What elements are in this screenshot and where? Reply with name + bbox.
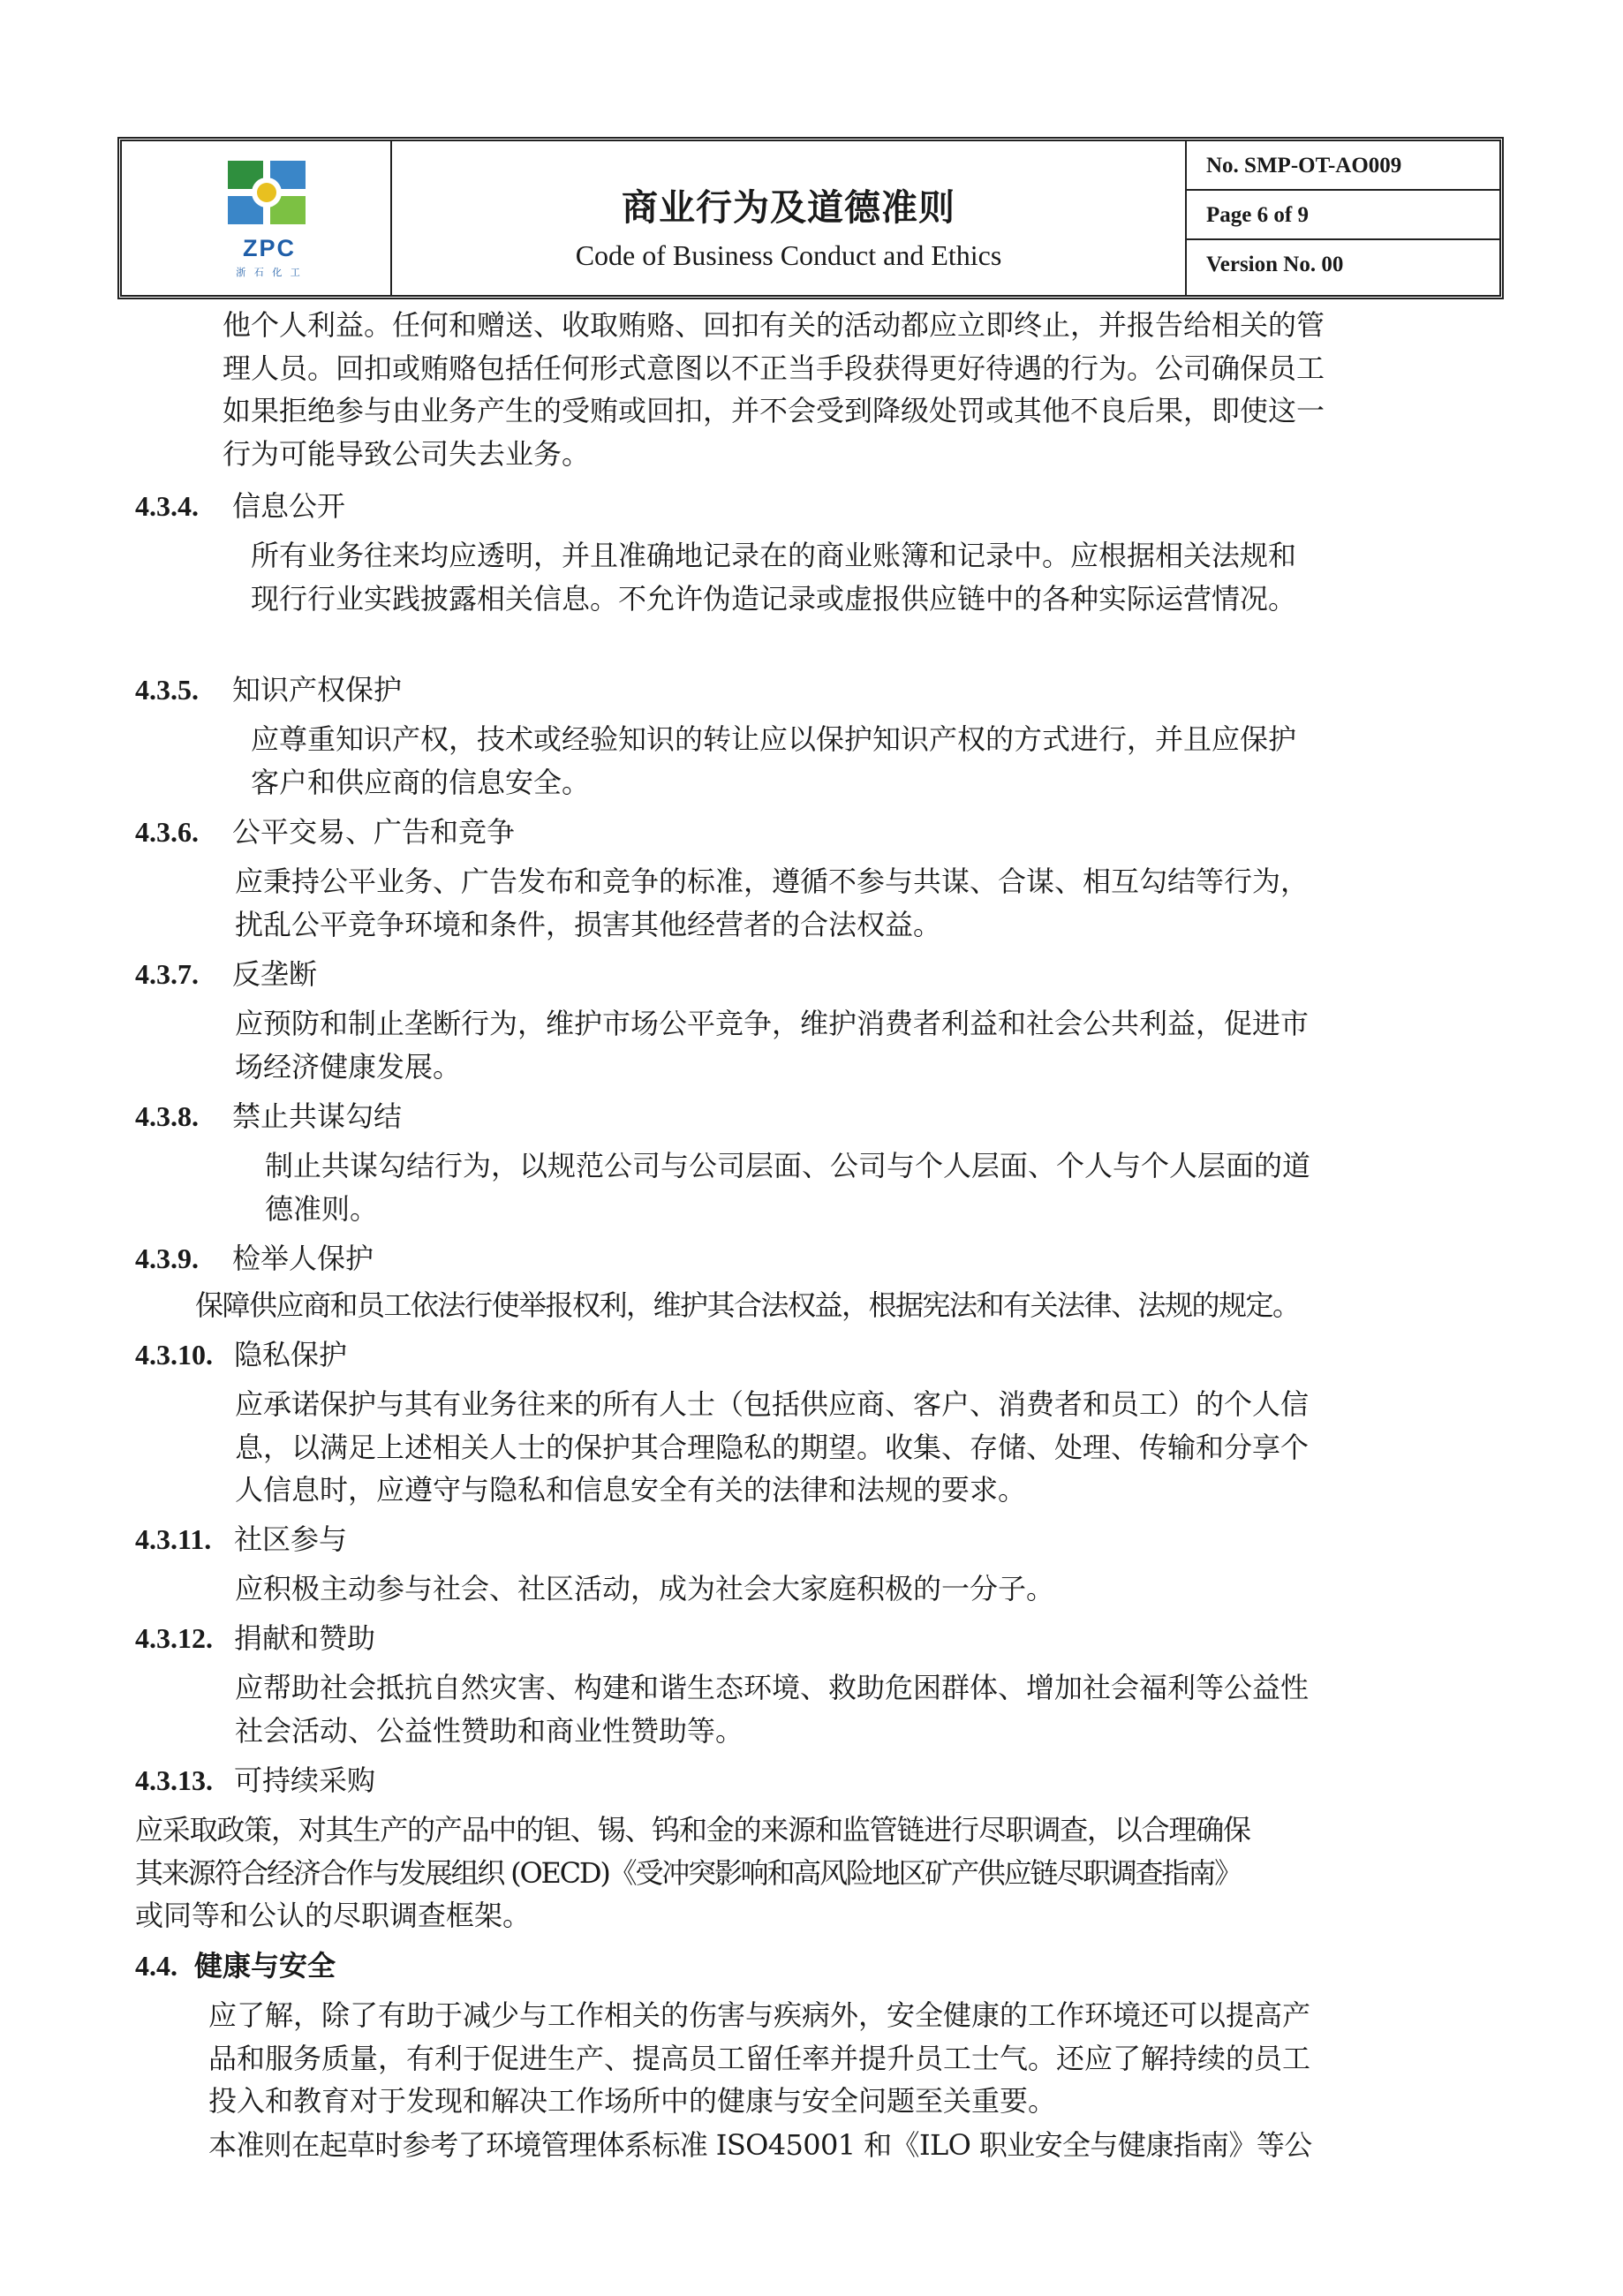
paragraph-line: 行为可能导致公司失去业务。 — [223, 437, 591, 471]
section-number: 4.4. — [135, 1950, 177, 1982]
section-number: 4.3.5. — [135, 674, 199, 706]
paragraph-line: 其来源符合经济合作与发展组织 (OECD)《受冲突影响和高风险地区矿产供应链尽职调查指南》 — [135, 1856, 1241, 1890]
section-number: 4.3.4. — [135, 490, 199, 522]
section-number: 4.3.7. — [135, 958, 199, 990]
paragraph-line: 他个人利益。任何和赠送、收取贿赂、回扣有关的活动都应立即终止，并报告给相关的管 — [223, 308, 1325, 342]
paragraph-line: 现行行业实践披露相关信息。不允许伪造记录或虚报供应链中的各种实际运营情况。 — [251, 582, 1297, 616]
document-number: No. SMP-OT-AO009 — [1187, 141, 1499, 191]
paragraph-line: 应采取政策，对其生产的产品中的钽、锡、钨和金的来源和监管链进行尽职调查，以合理确保 — [135, 1813, 1250, 1847]
section-title: 禁止共谋勾结 — [232, 1099, 403, 1133]
document-header — [117, 137, 1504, 299]
section-number: 4.3.11. — [135, 1523, 212, 1555]
section-number: 4.3.13. — [135, 1764, 213, 1796]
section-title: 可持续采购 — [234, 1764, 376, 1797]
paragraph-line: 如果拒绝参与由业务产生的受贿或回扣，并不会受到降级处罚或其他不良后果，即使这一 — [223, 394, 1325, 427]
paragraph-line: 扰乱公平竞争环境和条件，损害其他经营者的合法权益。 — [235, 908, 942, 941]
section-number: 4.3.8. — [135, 1100, 199, 1132]
paragraph-line: 应了解，除了有助于减少与工作相关的伤害与疾病外，安全健康的工作环境还可以提高产 — [208, 1998, 1311, 2032]
logo-cell — [122, 141, 392, 295]
page-number: Page 6 of 9 — [1187, 191, 1499, 240]
paragraph-line: 德准则。 — [265, 1192, 379, 1226]
paragraph-line: 息，以满足上述相关人士的保护其合理隐私的期望。收集、存储、处理、传输和分享个 — [235, 1431, 1310, 1464]
paragraph-line: 应承诺保护与其有业务往来的所有人士（包括供应商、客户、消费者和员工）的个人信 — [235, 1387, 1310, 1421]
paragraph-line: 或同等和公认的尽职调查框架。 — [135, 1899, 532, 1932]
document-title-cn: 商业行为及道德准则 — [622, 186, 955, 229]
section-title: 信息公开 — [232, 489, 346, 523]
logo-subtitle: 浙 石 化 工 — [236, 267, 303, 278]
section-title: 知识产权保护 — [232, 673, 403, 706]
paragraph-line: 应预防和制止垄断行为，维护市场公平竞争，维护消费者利益和社会公共利益，促进市 — [235, 1007, 1310, 1040]
paragraph-line: 场经济健康发展。 — [235, 1050, 462, 1084]
section-number: 4.3.10. — [135, 1339, 213, 1371]
paragraph-line: 应帮助社会抵抗自然灾害、构建和谐生态环境、救助危困群体、增加社会福利等公益性 — [235, 1671, 1310, 1704]
section-title: 反垄断 — [232, 957, 318, 991]
paragraph-line: 人信息时，应遵守与隐私和信息安全有关的法律和法规的要求。 — [235, 1473, 1027, 1507]
section-number: 4.3.12. — [135, 1622, 213, 1654]
paragraph-line: 投入和教育对于发现和解决工作场所中的健康与安全问题至关重要。 — [208, 2084, 1057, 2118]
document-title-en: Code of Business Conduct and Ethics — [575, 239, 1002, 271]
section-number: 4.3.6. — [135, 816, 199, 848]
paragraph-line: 社会活动、公益性赞助和商业性赞助等。 — [235, 1714, 744, 1748]
paragraph-line: 所有业务往来均应透明，并且准确地记录在的商业账簿和记录中。应根据相关法规和 — [251, 539, 1297, 572]
section-title: 公平交易、广告和竞争 — [232, 815, 516, 849]
paragraph-line: 理人员。回扣或贿赂包括任何形式意图以不正当手段获得更好待遇的行为。公司确保员工 — [223, 351, 1325, 385]
paragraph-line: 客户和供应商的信息安全。 — [251, 766, 591, 799]
paragraph-line: 应秉持公平业务、广告发布和竞争的标准，遵循不参与共谋、合谋、相互勾结等行为， — [235, 865, 1310, 898]
section-title: 隐私保护 — [234, 1338, 348, 1371]
section-number: 4.3.9. — [135, 1242, 199, 1274]
paragraph-line: 应积极主动参与社会、社区活动，成为社会大家庭积极的一分子。 — [235, 1572, 1055, 1605]
paragraph-line: 保障供应商和员工依法行使举报权利，维护其合法权益，根据宪法和有关法律、法规的规定。 — [195, 1288, 1300, 1322]
title-cell — [392, 141, 1187, 295]
section-title: 社区参与 — [234, 1522, 348, 1556]
paragraph-line: 制止共谋勾结行为，以规范公司与公司层面、公司与个人层面、个人与个人层面的道 — [265, 1149, 1311, 1182]
paragraph-line: 应尊重知识产权，技术或经验知识的转让应以保护知识产权的方式进行，并且应保护 — [251, 722, 1297, 756]
paragraph-line: 品和服务质量，有利于促进生产、提高员工留任率并提升员工士气。还应了解持续的员工 — [208, 2042, 1311, 2075]
section-title: 健康与安全 — [194, 1949, 336, 1983]
meta-cell — [1187, 141, 1499, 295]
section-title: 捐献和赞助 — [234, 1621, 376, 1655]
paragraph-line: 本准则在起草时参考了环境管理体系标准 ISO45001 和《ILO 职业安全与健康指南》等公 — [208, 2128, 1312, 2162]
section-title: 检举人保护 — [232, 1242, 374, 1275]
version-number: Version No. 00 — [1206, 253, 1344, 276]
logo-text: ZPC — [243, 235, 296, 261]
